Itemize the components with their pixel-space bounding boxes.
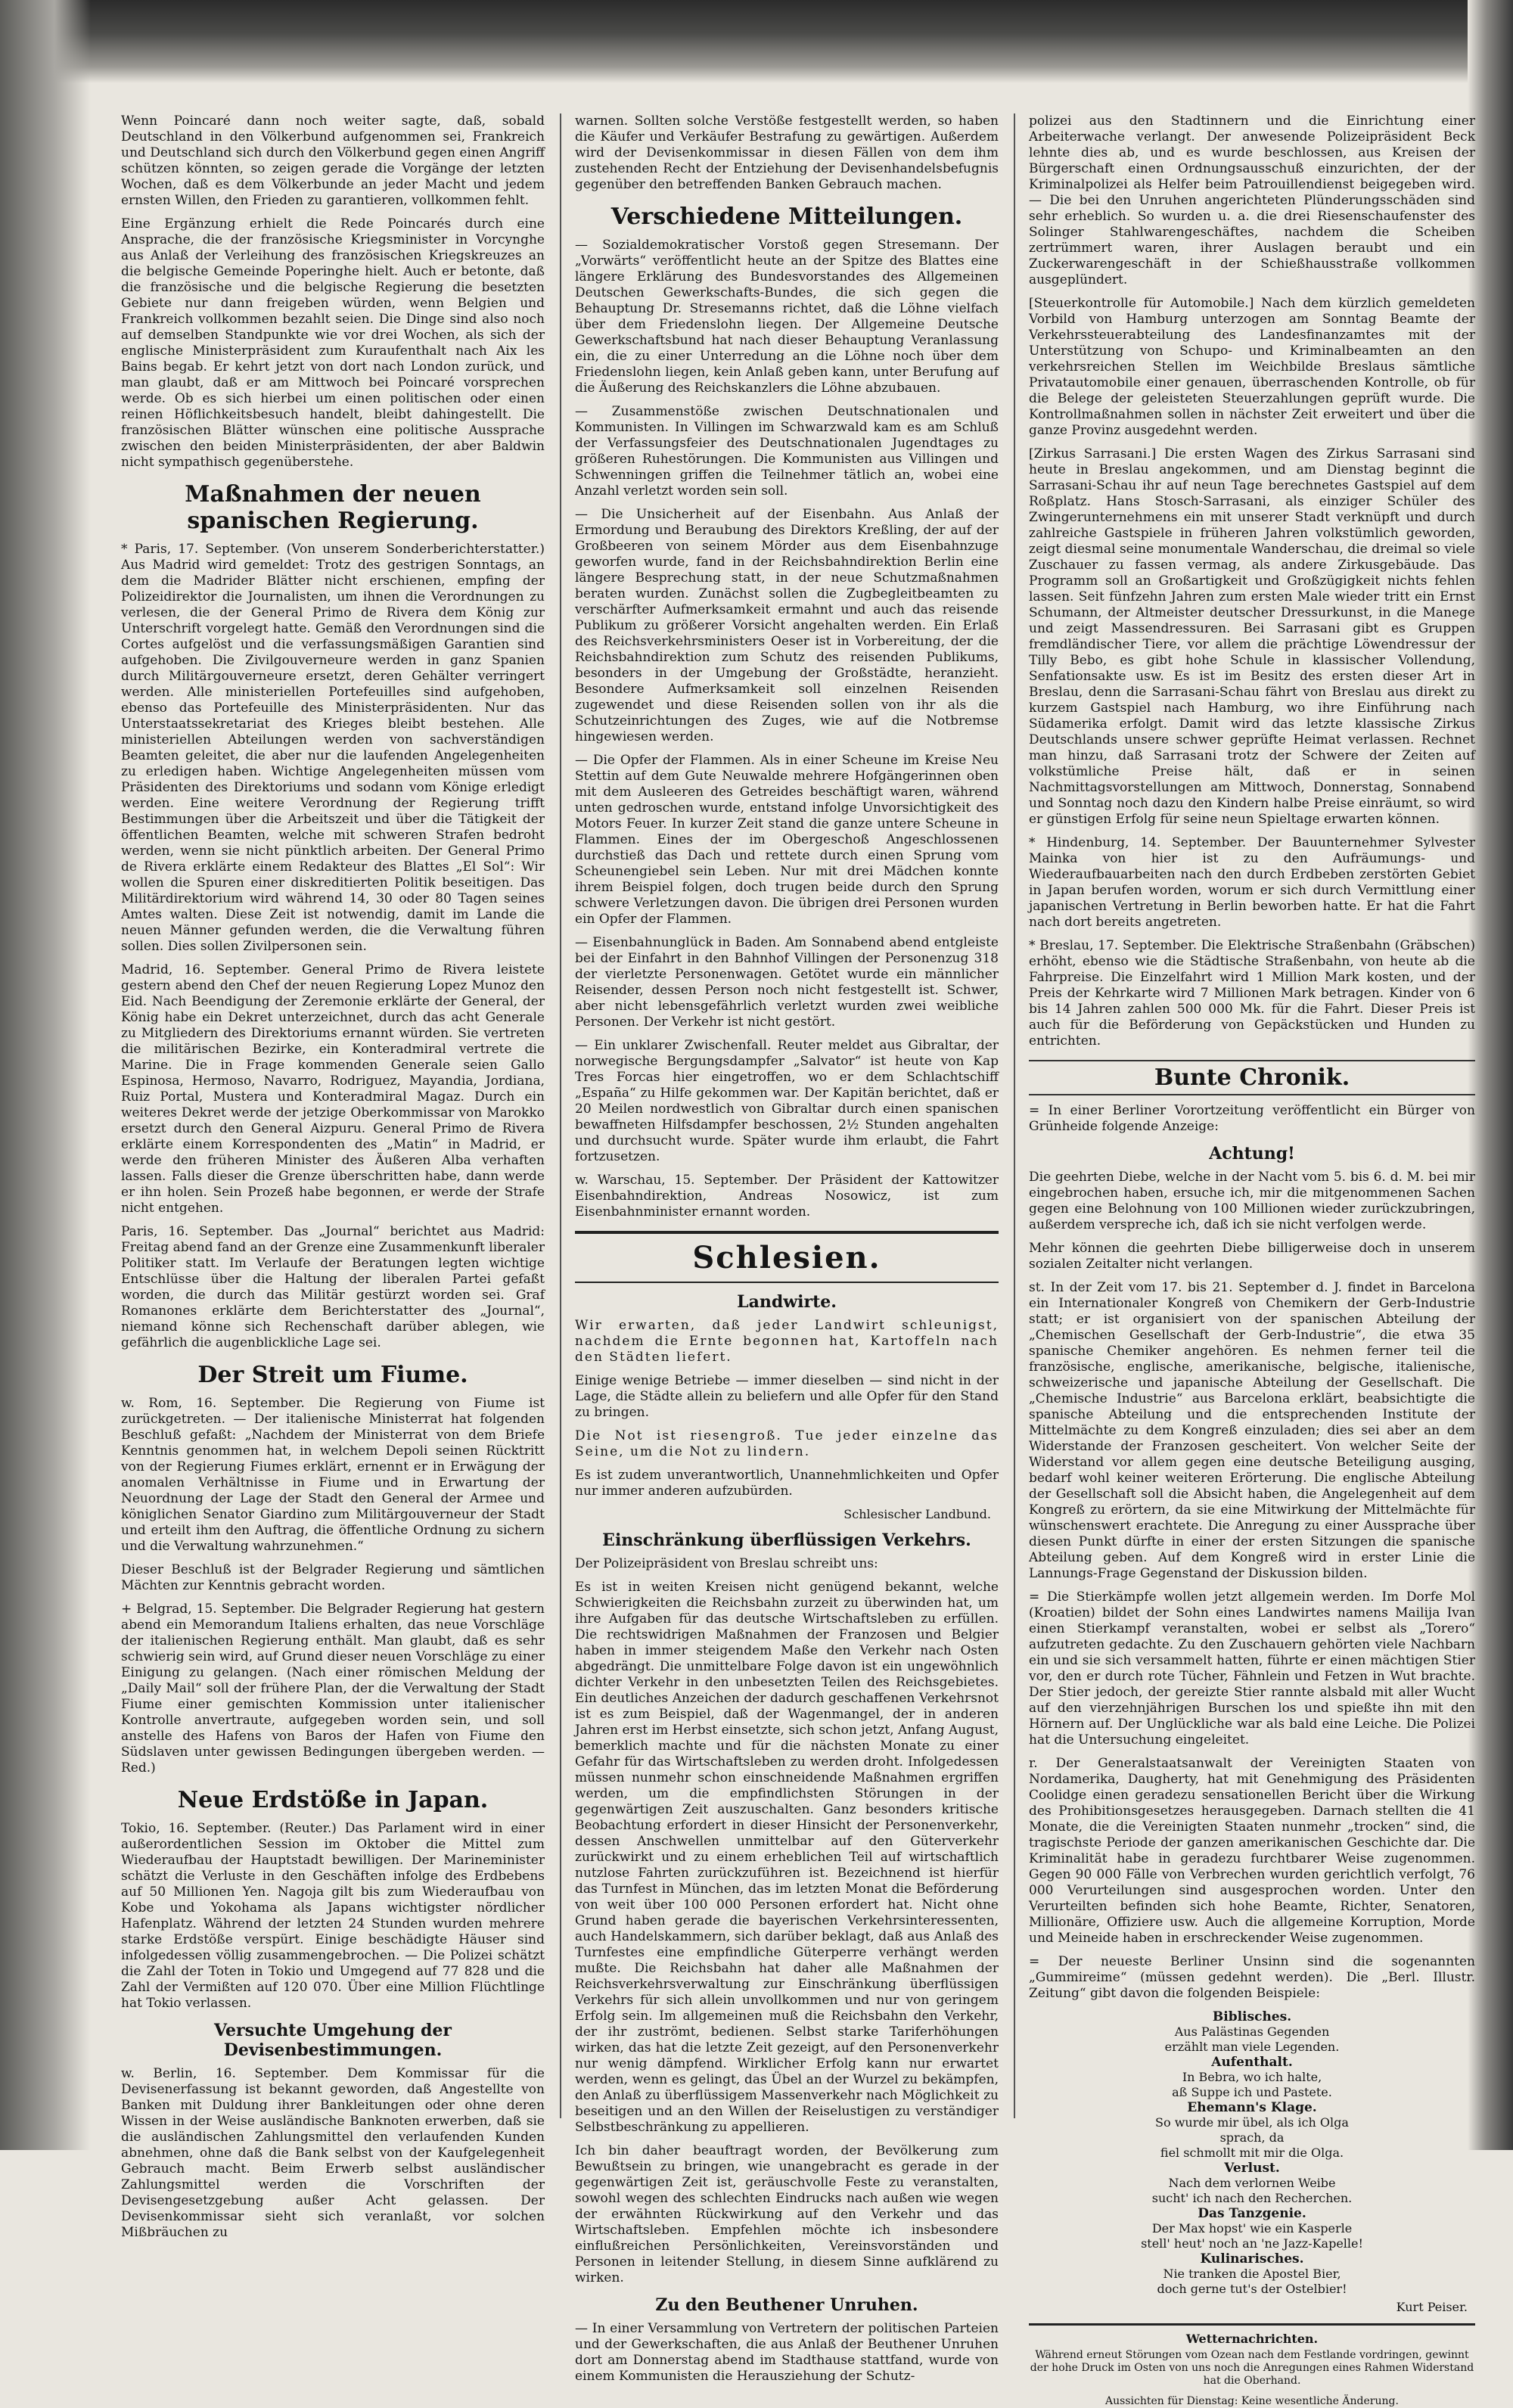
poem-line: erzählt man viele Legenden. <box>1164 2040 1340 2054</box>
column-2 <box>575 113 999 2384</box>
headline-spain: Maßnahmen der neuen spanischen Regierung. <box>185 481 481 534</box>
article-text: Die Not ist riesengroß. Tue jeder einzelne das Seine, um die Not zu lindern. <box>575 1428 999 1459</box>
article-text: warnen. Sollten solche Verstöße festgestellt werden, so haben die Käufer und Verkäufer Bestrafung zu gewärtigen. Außerdem wird der Devisenkommissar in diesen Fällen von dem ihm zustehenden Recht der Entziehung der Devisenhandelsbefugnis gegenüber den betreffenden Banken Gebrauch machen. <box>575 113 999 192</box>
article-text: Madrid, 16. September. General Primo de Rivera leistete gestern abend den Chef der neuen Regierung Lopez Munoz den Eid. Nach Beendigung der Zeremonie erklärte der General, der König habe ein Dekret unterzeichnet, durch das acht Generale zu Mitgliedern des Direktoriums ernannt würden. Sie vertreten die militärischen Bezirke, ein Konteradmiral vertrete die Marine. Die in Frage kommenden Generale seien Gallo Espinosa, Hermoso, Navarro, Rodriguez, Mayandia, Jordiana, Ruiz Portal, Mustera und Konteradmiral Magaz. Durch ein weiteres Dekret werde der jetzige Oberkommissar von Marokko ersetzt durch den General Aizpuru. General Primo de Rivera erklärte einem Korrespondenten des „Matin“ in Madrid, er werde den früheren Minister des Äußeren Alba verhaften lassen. Falls dieser die Grenze überschritten habe, dann werde er ihn holen. Sein Prozeß habe begonnen, er werde der Strafe nicht entgehen. <box>121 962 545 1216</box>
article-text: Es ist in weiten Kreisen nicht genügend bekannt, welche Schwierigkeiten die Reichsbahn zurzeit zu überwinden hat, um ihre Aufgaben für das deutsche Wirtschaftsleben zu erfüllen. Die rechtswidrigen Maßnahmen der Franzosen und Belgier haben in immer steigendem Maße den Verkehr nach Osten abgedrängt. Die unmittelbare Folge davon ist ein ungewöhnlich dichter Verkehr in den unbesetzten Teilen des Reichsgebietes. Ein deutliches Anzeichen der dadurch geschaffenen Verkehrsnot ist es zum Beispiel, daß der Wagenmangel, der in anderen Jahren erst im Herbst einsetzte, sich schon jetzt, Anfang August, bemerklich machte und für die nächsten Monate zu einer Gefahr für das Wirtschaftsleben zu werden droht. Infolgedessen müssen nunmehr schon einschneidende Maßnahmen ergriffen werden, um die empfindlichsten Störungen in der gegenwärtigen Zeit auszuschalten. Ganz besonders kritische Beobachtung erfordert in dieser Hinsicht der Personenverkehr, dessen Anschwellen unmittelbar auf den Güterverkehr zurückwirkt und zu einem erheblichen Teil auf wirtschaftlich nutzlose Fahrten zurückzuführen ist. Bezeichnend ist hierfür das Turnfest in München, das im letzten Monat die Beförderung von weit über 100 000 Personen erfordert hat. Nicht ohne Grund haben gerade die bayerischen Verkehrsinteressenten, auch Handelskammern, sich darüber beklagt, daß aus Anlaß des Turnfestes eine empfindliche Güterperre verhängt werden mußte. Die Reichsbahn hat daher alle Maßnahmen der Reichsverkehrsverwaltung zur Einschränkung überflüssigen Verkehrs für sich allein unvollkommen und nur von geringem Erfolg sein. Im allgemeinen muß die Reichsbahn den Verkehr, der ihr zuströmt, bedienen. Selbst starke Tariferhöhungen wirken, das hat die letzte Zeit gezeigt, auf den Personenverkehr nur wenig dämpfend. Wirklicher Erfolg kann nur erwartet werden, wenn es gelingt, das Übel an der Wurzel zu bekämpfen, den Anlaß zu überflüssigem Massenverkehr nach Möglichkeit zu beseitigen und an den Willen der Reiselustigen zu verständiger Selbstbeschränkung zu appellieren. <box>575 1580 999 2135</box>
column-divider <box>560 113 561 2118</box>
poem-line: So wurde mir übel, als ich Olga <box>1155 2115 1349 2130</box>
article-text: + Belgrad, 15. September. Die Belgrader Regierung hat gestern abend ein Memorandum Italiens erhalten, das neue Vorschläge der italienischen Regierung enthält. Man glaubt, daß es sehr schwierig sein wird, auf Grund dieser neuen Vorschläge zu einer Einigung zu gelangen. (Nach einer römischen Meldung der „Daily Mail“ soll der frühere Plan, der die Verwaltung der Stadt Fiume einer gemischten Kommission unter italienischer Kontrolle anvertraute, aufgegeben worden sein, und soll anstelle des Hafens von Baros der Hafen von Fiume den Südslaven unter gewissen Bedingungen übergeben werden. — Red.) <box>121 1602 545 1776</box>
headline-devisen: Versuchte Umgehung der Devisenbestimmungen. <box>213 2021 452 2060</box>
article-text: w. Rom, 16. September. Die Regierung von Fiume ist zurückgetreten. — Der italienische Ministerrat hat folgenden Beschluß gefaßt: „Nachdem der Ministerrat von dem Briefe Kenntnis genommen hat, in welchem Depoli seinen Rücktritt von der Regierung Fiumes erklärt, ernennt er in Erwägung der anomalen Verhältnisse in Fiume und in Erwartung der Neuordnung der Lage der Stadt den General der Armee und königlichen Senator Giardino zum Militärgouverneur der Stadt und erteilt ihm den Auftrag, die öffentliche Ordnung zu sichern und die Verwaltung wahrzunehmen.“ <box>121 1396 545 1554</box>
weather-title: Wetternachrichten. <box>1185 2332 1319 2346</box>
poem-line: fiel schmollt mit mir die Olga. <box>1160 2145 1344 2160</box>
article-text: Eine Ergänzung erhielt die Rede Poincarés durch eine Ansprache, die der französische Kriegsminister in Vorcynghe aus Anlaß der Verleihung des französischen Kriegskreuzes an die belgische Gemeinde Poperinghe hielt. Auch er betonte, daß die französische und die belgische Regierung die besetzten Gebiete nur dann freigeben würden, wenn Belgien und Frankreich vollkommen bezahlt seien. Die Dinge sind also noch auf demselben Standpunkte wie vor drei Wochen, als sich der englische Ministerpräsident zum Kuraufenthalt nach Aix les Bains begab. Er kehrt jetzt von dort nach London zurück, und man glaubt, daß er am Mittwoch bei Poincaré vorsprechen werde. Ob es sich hierbei um einen politischen oder einen reinen Höflichkeitsbesuch handelt, bleibt dahingestellt. Die französischen Blätter wünschen eine politische Aussprache zwischen den beiden Ministerpräsidenten, der aber Baldwin nicht sympathisch gegenüberstehe. <box>121 216 545 470</box>
poem-line: stell' heut' noch an 'ne Jazz-Kapelle! <box>1141 2236 1363 2251</box>
article-text: Der Polizeipräsident von Breslau schreibt uns: <box>575 1556 878 1571</box>
article-text: * Breslau, 17. September. Die Elektrische Straßenbahn (Gräbschen) erhöht, ebenso wie die Städtische Straßenbahn, von heute ab die Fahrpreise. Die Einzelfahrt wird 1 Million Mark kosten, und der Preis der Kehrkarte wird 7 Millionen Mark betragen. Kinder von 6 bis 14 Jahren zahlen 500 000 Mk. für die Fahrt. Dieser Preis ist auch für die Beförderung von Gepäckstücken und Hunden zu entrichten. <box>1029 938 1475 1049</box>
poem-title: Verlust. <box>1224 2161 1280 2176</box>
poem-line: Nie tranken die Apostel Bier, <box>1163 2267 1341 2281</box>
article-text: = Die Stierkämpfe wollen jetzt allgemein werden. Im Dorfe Mol (Kroatien) bildet der Sohn eines Landwirtes namens Mailija Ivan einen Stierkampf veranstalten, wobei er selbst als „Torero“ aufzutreten gedachte. Zu den Zuschauern gehörten viele Nachbarn ein und sie sich versammelt hatten, führte er einen mächtigen Stier vor, den er durch rote Tücher, Fähnlein und Fetzen in Wut brachte. Der Stier jedoch, der gereizte Stier rannte alsbald mit aller Wucht auf den vierzehnjährigen Burschen los und spießte ihn mit den Hörnern auf. Der Unglückliche war als bald eine Leiche. Die Polizei hat die Untersuchung eingeleitet. <box>1029 1589 1475 1748</box>
article-text: = In einer Berliner Vorortzeitung veröffentlicht ein Bürger von Grünheide folgende Anzeige: <box>1029 1103 1475 1134</box>
poem-line: Der Max hopst' wie ein Kasperle <box>1151 2221 1353 2236</box>
poem-line: Nach dem verlornen Weibe <box>1168 2176 1336 2190</box>
article-text: polizei aus den Stadtinnern und die Einrichtung einer Arbeiterwache verlangt. Der anwesende Polizeipräsident Beck lehnte dies ab, und es wurde beschlossen, aus Kreisen der Bürgerschaft einen Ordnungsausschuß einzurichten, der der Kriminalpolizei als Helfer beim Patrouillendienst beigegeben wird. — Die bei den Unruhen angerichteten Plünderungsschäden sind sehr erheblich. So wurden u. a. die drei Riesenschaufenster des Solinger Stahlwarengeschäftes, nachdem die Scheiben zertrümmert waren, ihrer Auslagen beraubt und ein Zuckerwarengeschäft in der Schießhausstraße vollkommen ausgeplündert. <box>1029 113 1475 287</box>
headline-beuthen: Zu den Beuthener Unruhen. <box>655 2295 918 2315</box>
poem-line: Aus Palästinas Gegenden <box>1174 2024 1330 2039</box>
article-text: Einige wenige Betriebe — immer dieselben — sind nicht in der Lage, die Städte allein zu beliefern und alle Opfer für den Stand zu bringen. <box>575 1373 999 1420</box>
poem-title: Ehemann's Klage. <box>1187 2100 1317 2115</box>
article-text: = Der neueste Berliner Unsinn sind die sogenannten „Gummireime“ (müssen gedehnt werden). Die „Berl. Illustr. Zeitung“ gibt davon die folgenden Beispiele: <box>1029 1954 1475 2001</box>
column-1 <box>121 113 545 2240</box>
article-text: Wenn Poincaré dann noch weiter sagte, daß, sobald Deutschland in den Völkerbund aufgenommen sei, Frankreich und Deutschland sich durch den Völkerbund gegen einen Angriff schützen könnten, so zeigen gerade die Vorgänge der letzten Wochen, daß es dem Völkerbunde an jeder Macht und jedem ernsten Willen, den Frieden zu garantieren, vollkommen fehlt. <box>121 113 545 208</box>
scan-shadow-top <box>0 0 1513 83</box>
article-text: [Steuerkontrolle für Automobile.] Nach dem kürzlich gemeldeten Vorbild von Hamburg unterzogen am Sonntag Beamte der Verkehrssteuerabteilung des Landesfinanzamtes mit der Unterstützung von Schupo- und Kriminalbeamten an den verkehrsreichen Stellen im Weichbilde Breslaus sämtliche Privatautomobile einer genauen, überraschenden Kontrolle, ob für die Belege der geleisteten Steuerzahlungen geprüft wurde. Die Kontrollmaßnahmen sollen in nächster Zeit erweitert und über die ganze Provinz ausgedehnt werden. <box>1029 296 1475 438</box>
article-text: Paris, 16. September. Das „Journal“ berichtet aus Madrid: Freitag abend fand an der Grenze eine Zusammenkunft liberaler Politiker statt. Im Verlaufe der Beratungen legten wichtige Entschlüsse über die Haltung der liberalen Partei gefaßt worden, die durch das Militär gestürzt worden sei. Graf Romanones erklärte dem Berichterstatter des „Journal“, niemand könne sich Rechenschaft darüber ablegen, wie gefährlich die augenblickliche Lage sei. <box>121 1224 545 1350</box>
poem-line: sprach, da <box>1219 2130 1285 2145</box>
article-text: w. Berlin, 16. September. Dem Kommissar für die Devisenerfassung ist bekannt geworden, daß Angestellte von Banken mit Duldung ihrer Bankleitungen oder ohne deren Wissen in der Weise ausländische Banknoten erwerben, daß sie die ausländischen Zahlungsmittel den verlaufenden Kunden abnehmen, ohne daß die Bank selbst von der Kaufgelegenheit Gebrauch macht. Beim Erwerb selbst ausländischer Zahlungsmittel werden die Vorschriften der Devisengesetzgebung außer Acht gelassen. Der Devisenkommissar sieht sich veranlaßt, vor solchen Mißbräuchen zu <box>121 2066 545 2240</box>
article-text: — Zusammenstöße zwischen Deutschnationalen und Kommunisten. In Villingen im Schwarzwald kam es am Schluß der Verfassungsfeier des Deutschnationalen Jugendtages zu größeren Ruhestörungen. Die Kommunisten aus Villingen und Schwenningen griffen die Teilnehmer tätlich an, wobei eine Anzahl verletzt worden sein soll. <box>575 404 999 499</box>
article-text: Dieser Beschluß ist der Belgrader Regierung und sämtlichen Mächten zur Kenntnis gebracht worden. <box>121 1562 545 1593</box>
newspaper-page <box>121 113 1475 2407</box>
article-text: — In einer Versammlung von Vertretern der politischen Parteien und der Gewerkschaften, die aus Anlaß der Beuthener Unruhen dort am Donnerstag abend im Stadthause stattfand, wurde von einem Kommunisten die Herausziehung der Schutz- <box>575 2321 999 2384</box>
article-text: — Eisenbahnunglück in Baden. Am Sonnabend abend entgleiste bei der Einfahrt in den Bahnhof Villingen der Personenzug 318 der vierletzte Personenwagen. Getötet wurde ein männlicher Reisender, dessen Person noch nicht festgestellt ist. Schwer, aber nicht lebensgefährlich verletzt wurden zwei weibliche Personen. Der Verkehr ist nicht gestört. <box>575 935 999 1030</box>
headline-mitteilungen: Verschiedene Mitteilungen. <box>610 204 963 230</box>
article-text: — Ein unklarer Zwischenfall. Reuter meldet aus Gibraltar, der norwegische Bergungsdampfer „Salvator“ ist heute von Kap Tres Forcas hier eingetroffen, wo er dem Schlachtschiff „España“ zu Hilfe gekommen war. Der Kapitän berichtet, daß er 20 Meilen nordwestlich von Gibraltar durch einen spanischen bewaffneten Hilfsdampfer beschossen, 2½ Stunden angehalten und durchsucht wurde. Später wurde ihm erlaubt, die Fahrt fortzusetzen. <box>575 1038 999 1164</box>
poem-block <box>1029 2009 1475 2297</box>
headline-landwirte: Landwirte. <box>737 1292 837 1312</box>
column-divider <box>1014 113 1015 2118</box>
poem-line: sucht' ich nach den Recherchen. <box>1151 2191 1353 2205</box>
article-text: Es ist zudem unverantwortlich, Unannehmlichkeiten und Opfer nur immer anderen aufzubürden. <box>575 1468 999 1499</box>
weather-text: Während erneut Störungen vom Ozean nach dem Festlande vordringen, gewinnt der hohe Druck im Osten von uns noch die Anregungen eines Rahmen Widerstand hat die Oberhand. <box>1030 2349 1474 2387</box>
headline-bunte-chronik: Bunte Chronik. <box>1029 1060 1475 1095</box>
poem-line: doch gerne tut's der Ostelbier! <box>1157 2282 1347 2296</box>
signature-landbund: Schlesischer Landbund. <box>843 1507 991 1521</box>
article-text: Mehr können die geehrten Diebe billigerweise doch in unserem sozialen Zeitalter nicht verlangen. <box>1029 1241 1475 1272</box>
article-text: w. Warschau, 15. September. Der Präsident der Kattowitzer Eisenbahndirektion, Andreas Nosowicz, ist zum Eisenbahnminister ernannt worden. <box>575 1173 999 1220</box>
weather-forecast: Aussichten für Dienstag: Keine wesentliche Änderung. <box>1105 2395 1399 2407</box>
headline-japan: Neue Erdstöße in Japan. <box>177 1787 489 1813</box>
poem-title: Aufenthalt. <box>1211 2055 1293 2070</box>
headline-verkehr: Einschränkung überflüssigen Verkehrs. <box>602 1530 971 1550</box>
article-text: [Zirkus Sarrasani.] Die ersten Wagen des Zirkus Sarrasani sind heute in Breslau angekommen, und am Dienstag beginnt die Sarrasani-Schau ihr auf neun Tage berechnetes Gastspiel auf dem Roßplatz. Hans Stosch-Sarrasani, als einziger Schüler des Zwingerunternehmens ein mit unserer Stadt verknüpft und durch zahlreiche Gastspiele in früheren Jahren volkstümlich geworden, zeigt diesmal seine monumentale Wanderschau, die dreimal so viele Zuschauer zu fassen vermag, als andere Zirkusgebäude. Das Programm soll an Großartigkeit und Großzügigkeit nichts fehlen lassen. Seit fünfzehn Jahren zum ersten Male wieder tritt ein Ernst Schumann, der Altmeister deutscher Dressurkunst, in die Manege und zeigt Massendressuren. Bei Sarrasani gibt es Gruppen fremdländischer Tiere, vor allem die prächtige Löwendressur der Tilly Bebo, es gibt hohe Schule in klassischer Vollendung, Senfationsakte usw. Es ist im Besitz des ersten dieser Art in Breslau, denn die Sarrasani-Schau fährt von Breslau aus direkt zu kurzem Gastspiel nach Hamburg, wo ihre Einführung nach Südamerika erfolgt. Damit wird das letzte klassische Zirkus Deutschlands unsere schwer geprüfte Heimat verlassen. Rechnet man hinzu, daß Sarrasani trotz der Schwere der Zeiten auf volkstümliche Preise hält, daß er in seinen Nachmittagsvorstellungen am Mittwoch, Donnerstag, Sonnabend und Sonntag noch dazu den Kindern halbe Preise einräumt, so wird er günstigen Erfolg für seine neun Spieltage erwarten können. <box>1029 446 1475 827</box>
article-text: Tokio, 16. September. (Reuter.) Das Parlament wird in einer außerordentlichen Session im Oktober die Mittel zum Wiederaufbau der Hauptstadt bewilligen. Der Marineminister schätzt die Verluste in den Geschäften infolge des Erdbebens auf 50 Millionen Yen. Nagoja gilt bis zum Wiederaufbau von Kobe und Yokohama als Japans wichtigster nördlicher Hafenplatz. Während der letzten 24 Stunden wurden mehrere starke Erdstöße verspürt. Einige beschädigte Häuser sind infolgedessen völlig zusammengebrochen. — Die Polizei schätzt die Zahl der Toten in Tokio und Umgegend auf 77 828 und die Zahl der Vermißten auf 120 070. Über eine Million Flüchtlinge hat Tokio verlassen. <box>121 1821 545 2011</box>
section-title-schlesien: Schlesien. <box>575 1231 999 1283</box>
article-text: st. In der Zeit vom 17. bis 21. September d. J. findet in Barcelona ein Internationaler Kongreß von Chemikern der Gerb-Industrie statt; er ist organisiert von der spanischen Abteilung der „Chemischen Gesellschaft der Gerb-Industrie“, die etwa 35 spanische Chemiker angehören. Es nehmen ferner teil die französische, englische, amerikanische, belgische, italienische, schweizerische und japanische Abteilung der Gesellschaft. Die „Chemische Industrie“ aus Barcelona erklärt, beabsichtigte die spanische Abteilung und die entsprechenden Institute der Mittelmächte zu dem Kongreß einzuladen; dies sei aber an dem Widerstande der Franzosen gescheitert. Von welcher Seite der Widerstand vor allem gegen eine deutsche Beteiligung ausging, bedarf wohl keiner weiteren Erörterung. Die englische Abteilung der Gesellschaft soll die Absicht haben, die Angelegenheit auf dem Kongreß zu erörtern, da sie eine Mitwirkung der Mittelmächte für wünschenswert erachtete. Die Anregung zu einer Aussprache über diesen Punkt dürfte in einer der ersten Sitzungen die spanische Abteilung geben. Auf dem Kongreß wird in erster Linie die Lannungs-Frage Gegenstand der Diskussion bilden. <box>1029 1280 1475 1581</box>
article-text: — Die Unsicherheit auf der Eisenbahn. Aus Anlaß der Ermordung und Beraubung des Direktors Kreßling, der auf der Großbeeren von seinem Mörder aus dem Eisenbahnzuge geworfen wurde, fand in der Reichsbahndirektion Berlin eine längere Besprechung statt, in der neue Schutzmaßnahmen beraten wurden. Zunächst sollen die Zugbegleitbeamten zu verschärfter Aufmerksamkeit ermahnt und auch das reisende Publikum zu größerer Vorsicht angehalten werden. Ein Erlaß des Reichsverkehrsministers Oeser ist in Vorbereitung, der die Reichsbahndirektion zum Schutz des reisenden Publikums, besonders in der Umgebung der Großstädte, heranzieht. Besondere Aufmerksamkeit soll einzelnen Reisenden zugewendet und diese Reisenden sollen von ihr als die Schutzeinrichtungen des Zuges, wie auf die Notbremse hingewiesen werden. <box>575 507 999 744</box>
column-3 <box>1029 113 1475 2407</box>
poem-title: Biblisches. <box>1212 2009 1292 2024</box>
article-text: — Die Opfer der Flammen. Als in einer Scheune im Kreise Neu Stettin auf dem Gute Neuwalde mehrere Hofgängerinnen oben mit dem Ausleeren des Getreides beschäftigt waren, während unten gedroschen wurde, entstand infolge Unvorsichtigkeit des Motors Feuer. In kurzer Zeit stand die ganze untere Scheune in Flammen. Eines der im Obergeschoß Angeschlossenen durchstieß das Dach und rettete durch einen Sprung vom Scheunengiebel sein Leben. Nur mit drei Mädchen konnte ihrem Beispiel folgen, doch trugen beide durch den Sprung schwere Verletzungen davon. Die übrigen drei Personen wurden ein Opfer der Flammen. <box>575 753 999 927</box>
headline-fiume: Der Streit um Fiume. <box>197 1362 468 1388</box>
weather-box <box>1029 2323 1475 2408</box>
scan-shadow-left <box>0 0 91 2150</box>
article-text: — Sozialdemokratischer Vorstoß gegen Stresemann. Der „Vorwärts“ veröffentlicht heute an der Spitze des Blattes eine längere Erklärung des Bundesvorstandes des Allgemeinen Deutschen Gewerkschafts-Bundes, die sich gegen die Behauptung Dr. Stresemanns richtet, daß die Löhne vielfach über dem Friedenslohn liegen. Der Allgemeine Deutsche Gewerkschaftsbund hat nach dieser Behauptung Veranlassung ein, die zu einer Unterredung an die Löhne noch über dem Friedenslohn liegen, kein Anlaß geben kann, unter Berufung auf die Äußerung des Reichskanzlers die Löhne abzubauen. <box>575 238 999 396</box>
poem-title: Das Tanzgenie. <box>1198 2206 1306 2221</box>
poem-line: aß Suppe ich und Pastete. <box>1172 2085 1332 2099</box>
article-text: Die geehrten Diebe, welche in der Nacht vom 5. bis 6. d. M. bei mir eingebrochen haben, ersuche ich, mir die mitgenommenen Sachen gegen eine Belohnung von 100 Millionen wieder zurückzubringen, außerdem verspreche ich, daß ich sie nicht verfolgen werde. <box>1029 1170 1475 1232</box>
article-text: r. Der Generalstaatsanwalt der Vereinigten Staaten von Nordamerika, Daugherty, hat mit Genehmigung des Präsidenten Coolidge einen geradezu sensationellen Bericht über die Wirkung des Prohibitionsgesetzes herausgegeben. Darnach stellten die 41 Monate, die die Vereinigten Staaten nunmehr „trocken“ sind, die tragischste Periode der ganzen amerikanischen Geschichte dar. Die Kriminalität habe in geradezu furchtbarer Weise zugenommen. Gegen 90 000 Fälle von Verbrechen wurden gerichtlich verfolgt, 76 000 Verurteilungen sind ausgesprochen worden. Unter den Verurteilten befinden sich hohe Beamte, Richter, Senatoren, Millionäre, Offiziere usw. Auch die allgemeine Korruption, Morde und Meineide haben in erschreckender Weise zugenommen. <box>1029 1756 1475 1946</box>
article-text: * Hindenburg, 14. September. Der Bauunternehmer Sylvester Mainka von hier ist zu den Aufräumungs- und Wiederaufbauarbeiten nach den durch Erdbeben zerstörten Gebiet in Japan berufen worden, worum er sich durch Vermittlung einer japanischen Vertretung in Berlin beworben hatte. Er hat die Fahrt nach dort bereits angetreten. <box>1029 835 1475 930</box>
article-text: Wir erwarten, daß jeder Landwirt schleunigst, nachdem die Ernte begonnen hat, Kartoffeln nach den Städten liefert. <box>575 1318 999 1365</box>
ad-heading: Achtung! <box>1209 1144 1295 1164</box>
signature-peiser: Kurt Peiser. <box>1396 2300 1468 2314</box>
poem-line: In Bebra, wo ich halte, <box>1182 2070 1322 2084</box>
article-text: * Paris, 17. September. (Von unserem Sonderberichterstatter.) Aus Madrid wird gemeldet: Trotz des gestrigen Sonntags, an dem die Madrider Blätter nicht erschienen, empfing der Polizeidirektor die Journalisten, um ihnen die Verordnungen zu verlesen, die der General Primo de Rivera dem König zur Unterschrift vorgelegt hatte. Gemäß den Verordnungen sind die Cortes aufgelöst und die verfassungsmäßigen Garantien sind aufgehoben. Die Zivilgouverneure werden in ganz Spanien durch Militärgouverneure ersetzt, deren Gehälter verringert werden. Alle ministeriellen Portefeuilles sind aufgehoben, ebenso das Portefeuille des Ministerpräsidenten. Nur das Unterstaatssekretariat des Krieges bleibt bestehen. Alle ministeriellen Abteilungen werden von sachverständigen Beamten geleitet, die aber nur die laufenden Angelegenheiten zu erledigen haben. Wichtige Angelegenheiten müssen vom Präsidenten des Direktoriums und sodann vom Könige erledigt werden. Eine weitere Verordnung der Regierung trifft Bestimmungen über die Arbeitszeit und über die Tätigkeit der öffentlichen Beamten, welche mit schweren Strafen bedroht werden, wenn sie nicht pünktlich arbeiten. Der General Primo de Rivera erklärte einem Redakteur des Blattes „El Sol“: Wir wollen die Spuren einer diskreditierten Politik beseitigen. Das Militärdirektorium wird während 14, 30 oder 80 Tagen seines Amtes walten. Diese Zeit ist notwendig, damit im Lande die neuen Männer gefunden werden, die die Verwaltung führen sollen. Dies sollen Zivilpersonen sein. <box>121 542 545 954</box>
poem-title: Kulinarisches. <box>1200 2251 1304 2267</box>
article-text: Ich bin daher beauftragt worden, der Bevölkerung zum Bewußtsein zu bringen, wie unangebracht es gerade in der gegenwärtigen Zeit ist, geräuschvolle Feste zu veranstalten, sowohl wegen des schlechten Eindrucks nach außen wie wegen der erwähnten Rückwirkung auf den Verkehr und das Wirtschaftsleben. Empfehlen möchte ich insbesondere einflußreichen Persönlichkeiten, Vereinsvorständen und Personen in leitender Stellung, in diesem Sinne aufklärend zu wirken. <box>575 2143 999 2285</box>
